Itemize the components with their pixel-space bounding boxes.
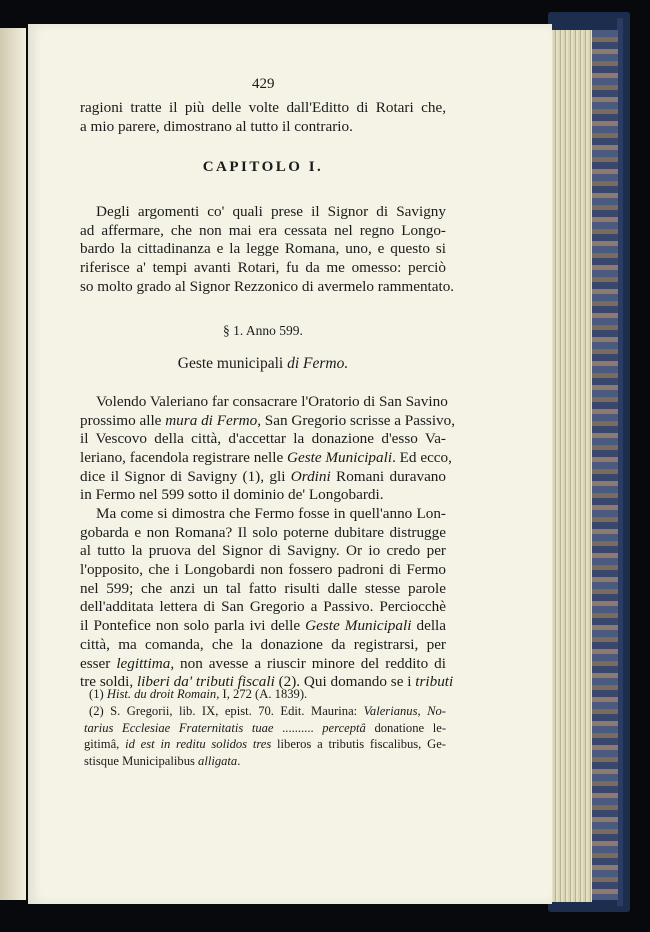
chapter-title: CAPITOLO I.: [202, 159, 324, 175]
italic-run: perceptâ: [322, 720, 366, 735]
text-line: [80, 430, 446, 449]
footnote-line: [80, 736, 446, 753]
text-run: ..........: [273, 720, 323, 735]
text-run: l'opposito, che i Longobardi non fossero padroni di Fermo: [80, 561, 446, 579]
text-run: Romani duravano: [330, 467, 446, 485]
italic-run: legittima: [116, 654, 171, 672]
footnote-line: [80, 753, 446, 770]
text-line: [80, 655, 446, 674]
chapter-paragraph: [80, 203, 455, 296]
text-run: gitimâ,: [84, 737, 126, 752]
text-line: bardo la cittadinanza e la legge Romana, uno, e questo si: [80, 240, 446, 258]
italic-run: id est in reditu solidos tres: [125, 737, 272, 752]
intro-paragraph: [80, 99, 446, 136]
footnote-line: [80, 686, 446, 703]
text-run: (2) S. Gregorii, lib. IX, epist. 70. Edit. Maurina:: [89, 703, 364, 718]
text-line: [80, 505, 446, 524]
text-run: in Fermo nel 599 sotto il dominio de' Longobardi.: [80, 486, 384, 504]
italic-run: mura di Fermo: [165, 411, 258, 429]
text-line: [80, 449, 452, 468]
text-line: ragioni tratte il più delle volte dall'Editto di Rotari che,: [80, 99, 446, 116]
text-line: [80, 524, 446, 543]
text-run: al tutto la pruova del Signor di Savigny. Or io credo per: [80, 542, 446, 560]
text-run: Ma come si dimostra che Fermo fosse in quell'anno Lon-: [96, 505, 446, 522]
text-run: della: [411, 617, 447, 635]
paragraph-two: [80, 505, 454, 692]
footnote-line: [80, 720, 446, 737]
page-edges: [548, 30, 592, 902]
text-line: riferisce a' tempi avanti Rotari, fu da me omesso: perciò: [80, 259, 446, 277]
text-run: , San Gregorio scrisse a Passivo,: [257, 411, 456, 429]
text-run: città, ma comanda, che la donazione da registrarsi, per: [80, 635, 446, 653]
text-line: ad affermare, che non mai era cessata nel regno Longo-: [80, 221, 446, 239]
text-run: Volendo Valeriano far consacrare l'Oratorio di San Savino: [96, 393, 448, 410]
text-line: [80, 393, 446, 412]
text-run: il Pontefice non solo parla ivi delle: [80, 617, 306, 635]
section-subtitle-plain: Geste municipali: [177, 355, 288, 372]
text-run: (1): [89, 687, 107, 701]
left-page-sliver: [0, 28, 26, 900]
text-line: [80, 411, 456, 431]
text-run: stisque Municipalibus: [84, 754, 199, 769]
text-line: so molto grado al Signor Rezzonico di avermelo rammentato.: [80, 277, 455, 295]
text-run: il Vescovo della città, d'accettar la donazione d'esso Va-: [80, 430, 446, 448]
text-run: prossimo alle: [80, 411, 166, 429]
text-run: nel 599; che anzi un tal fatto risulti dalle stesse parole: [80, 579, 446, 597]
text-line: [80, 636, 446, 655]
text-run: tre soldi,: [80, 673, 137, 691]
text-run: .: [237, 754, 241, 769]
italic-run: liberi da' tributi fiscali: [136, 673, 275, 691]
text-run: esser: [80, 654, 117, 672]
text-line: [80, 598, 446, 617]
text-run: , non avesse a riuscir minore del reddito di: [170, 654, 446, 672]
italic-run: Geste Municipali: [305, 617, 412, 635]
text-run: dell'additata lettera di San Gregorio a Passivo. Perciocchè: [80, 598, 446, 616]
text-run: leriano, facendola registrare nelle: [80, 449, 288, 467]
text-line: [80, 486, 446, 505]
text-line: Degli argomenti co' quali prese il Signor di Savigny: [96, 203, 446, 220]
section-subtitle-italic: di Fermo.: [287, 355, 349, 372]
paragraph-one: [80, 393, 456, 505]
italic-run: tributi: [415, 673, 454, 691]
text-line: [80, 561, 446, 580]
text-run: liberos a tributis fiscalibus, Ge-: [271, 737, 446, 752]
text-run: , I, 272 (A. 1839).: [216, 687, 308, 701]
italic-run: Valerianus, No-: [363, 703, 446, 718]
italic-run: Hist. du droit Romain: [106, 687, 217, 701]
section-subtitle: [80, 355, 446, 373]
italic-run: tarius Ecclesiae Fraternitatis tuae: [84, 720, 274, 735]
text-line: [80, 580, 446, 599]
page-number: 429: [252, 76, 275, 92]
text-run: . Ed ecco,: [392, 449, 452, 467]
text-line: [80, 468, 446, 487]
text-run: dice il Signor di Savigny (1), gli: [80, 467, 291, 485]
footnote-line: [80, 703, 446, 720]
footnotes: [80, 686, 446, 770]
italic-run: alligata: [198, 754, 238, 769]
text-line: [80, 542, 446, 561]
italic-run: Ordini: [290, 467, 331, 485]
text-line: a mio parere, dimostrano al tutto il contrario.: [80, 117, 353, 135]
text-run: gobarda e non Romana? Il solo poterne dubitare distrugge: [80, 523, 446, 541]
italic-run: Geste Municipali: [287, 449, 393, 467]
text-run: (2). Qui domando se i: [274, 673, 416, 691]
text-run: donatione le-: [365, 720, 447, 735]
section-heading: § 1. Anno 599.: [223, 323, 303, 338]
marbled-endpaper: [590, 30, 618, 900]
text-line: [80, 617, 446, 636]
